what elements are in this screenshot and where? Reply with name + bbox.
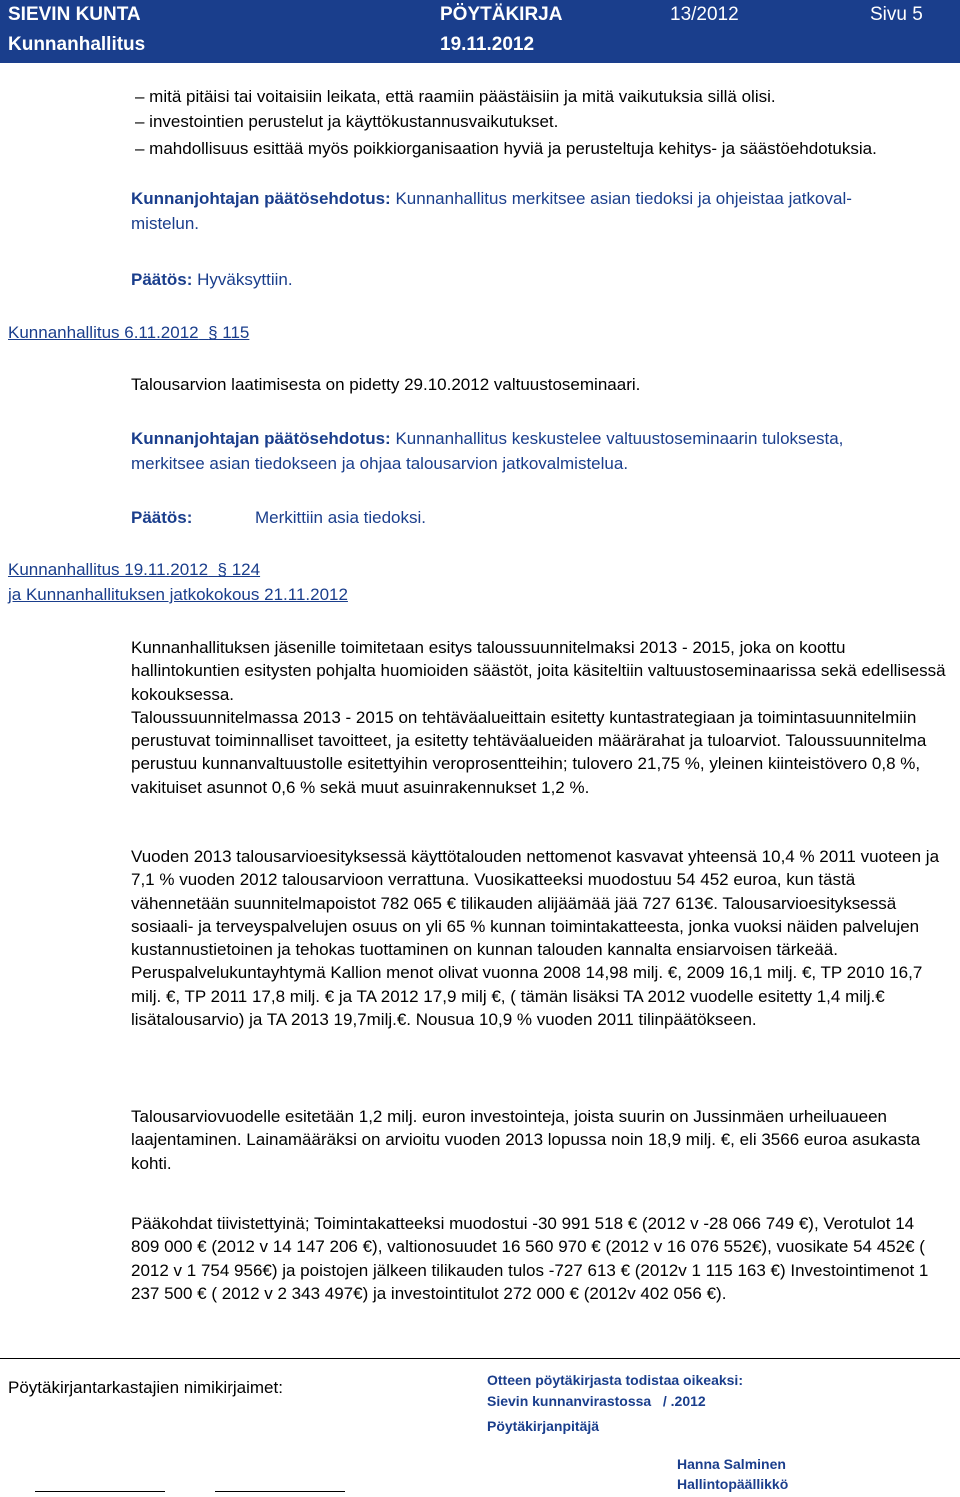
meeting-reference-2-cont: ja Kunnanhallituksen jatkokokous 21.11.2012 — [8, 585, 348, 604]
proposal-2 — [131, 426, 843, 451]
meeting-reference-1 — [8, 320, 249, 345]
decision-text: Hyväksyttiin. — [192, 270, 293, 289]
decision-2-text: Merkittiin asia tiedoksi. — [255, 508, 427, 527]
meeting-date: 19.11.2012 — [440, 34, 535, 55]
proposal-2-cont: merkitsee asian tiedokseen ja ohjaa talousarvion jatkovalmistelua. — [131, 454, 629, 473]
proposal-1-cont: mistelun. — [131, 214, 200, 233]
doc-type: PÖYTÄKIRJA — [440, 4, 563, 25]
proposal-text: Kunnanhallitus merkitsee asian tiedoksi ja ohjeistaa jatkoval- — [390, 189, 852, 208]
decision-2-label: Päätös: — [131, 508, 193, 527]
certify-text: Otteen pöytäkirjasta todistaa oikeaksi: — [487, 1372, 743, 1388]
place-text: Sievin kunnanvirastossa — [487, 1393, 652, 1409]
reviewers-label: Pöytäkirjantarkastajien nimikirjaimet: — [8, 1378, 283, 1397]
section-number: § 115 — [208, 323, 250, 342]
meeting-reference-2 — [8, 557, 260, 582]
body-paragraph — [131, 845, 946, 1031]
proposal-1 — [131, 186, 852, 211]
header-divider — [0, 62, 960, 63]
bullet-item: – mitä pitäisi tai voitaisiin leikata, että raamiin päästäisiin ja mitä vaikutuksia sillä olisi. — [135, 87, 776, 106]
proposal-text: Kunnanhallitus keskustelee valtuustoseminaarin tuloksesta, — [390, 429, 844, 448]
doc-number: 13/2012 — [670, 4, 739, 25]
signature-line — [215, 1491, 345, 1492]
org-name: SIEVIN KUNTA — [8, 4, 141, 25]
decision-1 — [131, 267, 293, 292]
bullet-item: – mahdollisuus esittää myös poikkiorganisaation hyviä ja perusteltuja kehitys- ja säästöehdotuksia. — [135, 139, 877, 158]
statement: Talousarvion laatimisesta on pidetty 29.10.2012 valtuustoseminaari. — [131, 375, 641, 394]
proposal-label: Kunnanjohtajan päätösehdotus: — [131, 429, 391, 448]
reference-text: Kunnanhallitus 19.11.2012 — [8, 560, 209, 579]
certify-place — [487, 1393, 706, 1409]
decision-label: Päätös: — [131, 270, 193, 289]
secretary-role: Pöytäkirjanpitäjä — [487, 1418, 600, 1434]
paragraph-text: Kunnanhallituksen jäsenille toimitetaan esitys taloussuunnitelmaksi 2013 - 2015, joka on koottu hallintokuntien esitysten pohjalta huomioiden säästöt, joita käsiteltiin valtuustoseminaarissa sekä edellisessä kokouksessa. — [131, 638, 946, 704]
signature-line — [35, 1491, 165, 1492]
body-paragraph — [131, 1212, 946, 1305]
paragraph-text: Vuoden 2013 talousarvioesityksessä käyttötalouden nettomenot kasvavat yhteensä 10,4 % 2011 vuoteen ja 7,1 % vuoden 2012 talousarvioon verrattuna. Vuosikatteeksi muodostuu 54 452 euroa, kun tästä vähennetään suunnitelmapoistot 782 065 € tilikauden alijäämää jää 727 613€. Talousarvioesityksessä sosiaali- ja terveyspalvelujen osuus on yli 65 % kunnan toimintakatteesta, jonka vuoksi näiden palvelujen kustannustietoinen ja tehokas tuottaminen on kunnan talouden kannalta ensiarvoisen tärkeää. Peruspalvelukuntayhtymä Kallion menot olivat vuonna 2008 14,98 milj. €, 2009 16,1 milj. €, TP 2010 16,7 milj. €, TP 2011 17,8 milj. € ja TA 2012 17,9 milj €, ( tämän lisäksi TA 2012 vuodelle esitetty 1,4 milj.€ lisätalousarvio) ja TA 2013 19,7milj.€. Nousua 10,9 % vuoden 2011 tilinpäätökseen. — [131, 847, 940, 1030]
meeting-body: Kunnanhallitus — [8, 34, 146, 55]
body-paragraph — [131, 1105, 946, 1175]
secretary-title: Hallintopäällikkö — [677, 1476, 789, 1492]
section-number: § 124 — [217, 560, 261, 579]
paragraph-text: Pääkohdat tiivistettyinä; Toimintakatteeksi muodostui -30 991 518 € (2012 v -28 066 749 €), Verotulot 14 809 000 € (2012 v 14 147 206 €), valtionosuudet 16 560 970 € (2012 v 16 076 552€), vuosikate 54 452€ ( 2012 v 1 754 956€) ja poistojen jälkeen tilikauden tulos -727 613 € (2012v 1 115 163 €) Investointimenot 1 237 500 € ( 2012 v 2 343 497€) ja investointitulot 272 000 € (2012v 402 056 €). — [131, 1214, 929, 1303]
body-paragraph — [131, 636, 946, 799]
page-header — [0, 0, 960, 62]
proposal-label: Kunnanjohtajan päätösehdotus: — [131, 189, 391, 208]
page-number: Sivu 5 — [870, 4, 923, 25]
bullet-item: – investointien perustelut ja käyttökustannusvaikutukset. — [135, 112, 559, 131]
paragraph-text: Taloussuunnitelmassa 2013 - 2015 on tehtäväalueittain esitetty kuntastrategiaan ja toimintasuunnitelmiin perustuvat toiminnalliset tavoitteet, ja esitetty tehtäväalueiden määrärahat ja tuloarviot. Taloussuunnitelma perustuu kunnanvaltuustolle esitettyihin veroprosentteihin; tulovero 21,75 %, yleinen kiinteistövero 0,8 %, vakituiset asunnot 0,6 % sekä muut asuinrakennukset 1,2 %. — [131, 707, 927, 797]
reference-text: Kunnanhallitus 6.11.2012 — [8, 323, 199, 342]
date-blank: / .2012 — [662, 1393, 706, 1409]
paragraph-text: Talousarviovuodelle esitetään 1,2 milj. euron investointeja, joista suurin on Jussinmäen urheiluaueen laajentaminen. Lainamääräksi on arvioitu vuoden 2013 lopussa noin 18,9 milj. €, eli 3566 euroa asukasta kohti. — [131, 1107, 921, 1173]
footer-divider — [0, 1358, 960, 1359]
secretary-name: Hanna Salminen — [677, 1456, 786, 1472]
